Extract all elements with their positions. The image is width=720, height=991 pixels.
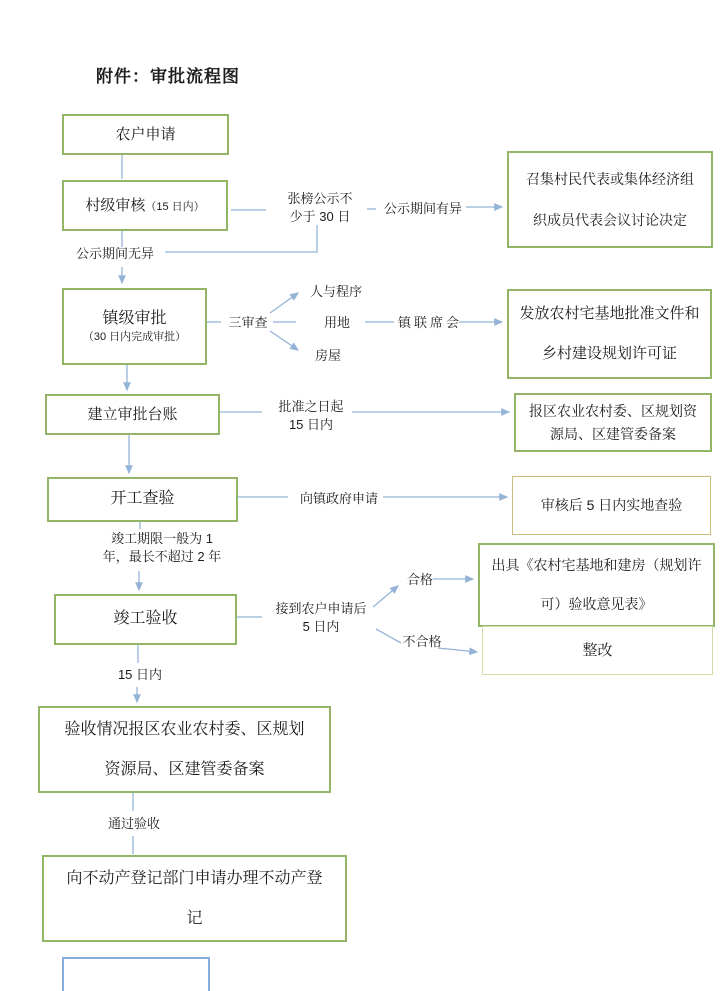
node-sublabel: （30 日内完成审批） — [82, 330, 187, 343]
partial-empty-box — [62, 957, 210, 991]
node-label-line2: 可）验收意见表》 — [540, 596, 653, 612]
node-label: 建立审批台账 — [87, 405, 178, 423]
node-label-line2: 织成员代表会议讨论决定 — [533, 211, 687, 228]
node-label: 村级审核（15 日内） — [85, 196, 205, 214]
label-joint-meeting: 镇联席会 — [398, 315, 463, 330]
label-publicity: 张榜公示不 少于 30 日 — [287, 191, 353, 224]
node-record-filing — [514, 393, 712, 452]
node-label-line1: 报区农业农村委、区规划资 — [529, 403, 697, 420]
node-completion-check — [54, 594, 237, 645]
label-land: 用地 — [323, 315, 350, 330]
node-village-review — [62, 180, 228, 231]
node-acceptance-opinion — [478, 543, 715, 627]
node-label-line1: 验收情况报区农业农村委、区规划 — [64, 720, 305, 738]
node-start-check — [47, 477, 238, 522]
label-objection: 公示期间有异 — [383, 201, 462, 216]
label-person-procedure: 人与程序 — [309, 284, 362, 299]
node-report-record — [38, 706, 331, 793]
node-town-approval — [62, 288, 207, 365]
label-no-objection: 公示期间无异 — [75, 246, 154, 261]
node-label: 整改 — [582, 641, 613, 659]
node-label: 审核后 5 日内实地查验 — [540, 497, 683, 514]
label-after-apply: 接到农户申请后 5 日内 — [275, 601, 367, 634]
label-qualified: 合格 — [406, 572, 433, 587]
node-rectification — [482, 626, 713, 675]
node-register — [42, 855, 347, 942]
node-convene-meeting — [507, 151, 713, 248]
label-apply-town: 向镇政府申请 — [299, 491, 378, 506]
label-house: 房屋 — [314, 348, 341, 363]
node-label-line1: 向不动产登记部门申请办理不动产登 — [66, 869, 323, 887]
label-unqualified: 不合格 — [402, 634, 442, 649]
node-label-line2: 资源局、区建管委备案 — [104, 760, 265, 778]
node-label-line1: 出具《农村宅基地和建房（规划许 — [491, 556, 702, 573]
node-site-inspection — [512, 476, 711, 535]
page-title: 附件：审批流程图 — [96, 67, 240, 86]
node-farmer-apply — [62, 114, 229, 155]
node-issue-documents — [507, 289, 712, 379]
label-pass-check: 通过验收 — [107, 816, 160, 831]
label-15-days: 15 日内 — [117, 667, 163, 682]
node-label-line2: 乡村建设规划许可证 — [541, 345, 677, 362]
node-ledger — [45, 394, 220, 435]
label-within-15-days: 批准之日起 15 日内 — [278, 399, 344, 432]
node-label: 竣工验收 — [113, 610, 178, 628]
node-label-line1: 发放农村宅基地批准文件和 — [519, 304, 700, 322]
node-label: 农户申请 — [115, 125, 176, 143]
node-label-line1: 召集村民代表或集体经济组 — [526, 170, 694, 187]
node-label: 开工查验 — [110, 490, 175, 508]
label-deadline: 竣工期限一般为 1 年，最长不超过 2 年 — [102, 531, 222, 564]
node-label: 镇级审批 — [102, 309, 167, 327]
node-label-line2: 记 — [186, 909, 203, 927]
node-label-line2: 源局、区建管委备案 — [550, 425, 676, 442]
label-three-checks: 三审查 — [228, 315, 268, 330]
